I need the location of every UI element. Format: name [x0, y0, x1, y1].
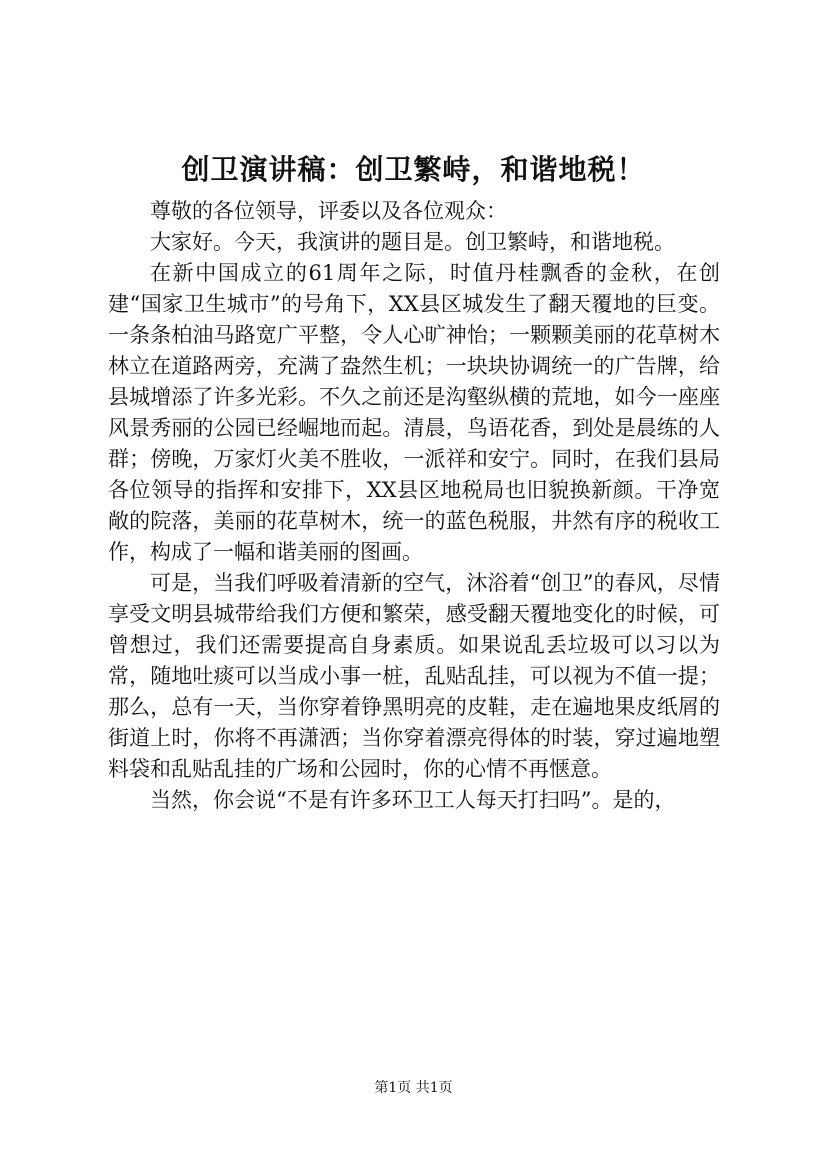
paragraph-sanitation-workers: 当然，你会说“不是有许多环卫工人每天打扫吗”。是的， — [150, 788, 676, 812]
document-body — [108, 196, 720, 816]
paragraph-intro: 大家好。今天，我演讲的题目是。创卫繁峙，和谐地税。 — [150, 230, 675, 254]
document-title: 创卫演讲稿：创卫繁峙，和谐地税！ — [181, 153, 646, 186]
page-footer: 第1页 共1页 — [374, 1080, 453, 1096]
paragraph-greeting: 尊敬的各位领导，评委以及各位观众： — [150, 199, 507, 223]
paragraph-city-change: 在新中国成立的61周年之际，时值丹桂飘香的金秋，在创建“国家卫生城市”的号角下，XX县区城发生了翻天覆地的巨变。一条条柏油马路宽广平整，令人心旷神怡；一颗颗美丽的花草树木林立在道路两旁，充满了盎然生机；一块块协调统一的广告牌，给县城增添了许多光彩。不久之前还是沟壑纵横的荒地，如今一座座风景秀丽的公园已经崛地而起。清晨，鸟语花香，到处是晨练的人群；傍晚，万家灯火美不胜收，一派祥和安宁。同时，在我们县局各位领导的指挥和安排下，XX县区地税局也旧貌换新颜。干净宽敞的院落，美丽的花草树木，统一的蓝色税服，井然有序的税收工作，构成了一幅和谐美丽的图画。 — [108, 261, 720, 564]
paragraph-self-quality: 可是，当我们呼吸着清新的空气，沐浴着“创卫”的春风，尽情享受文明县城带给我们方便和繁荣，感受翻天覆地变化的时候，可曾想过，我们还需要提高自身素质。如果说乱丢垃圾可以习以为常，随地吐痰可以当成小事一桩，乱贴乱挂，可以视为不值一提；那么，总有一天，当你穿着铮黑明亮的皮鞋，走在遍地果皮纸屑的街道上时，你将不再潇洒；当你穿着漂亮得体的时装，穿过遍地塑料袋和乱贴乱挂的广场和公园时，你的心情不再惬意。 — [108, 571, 720, 781]
